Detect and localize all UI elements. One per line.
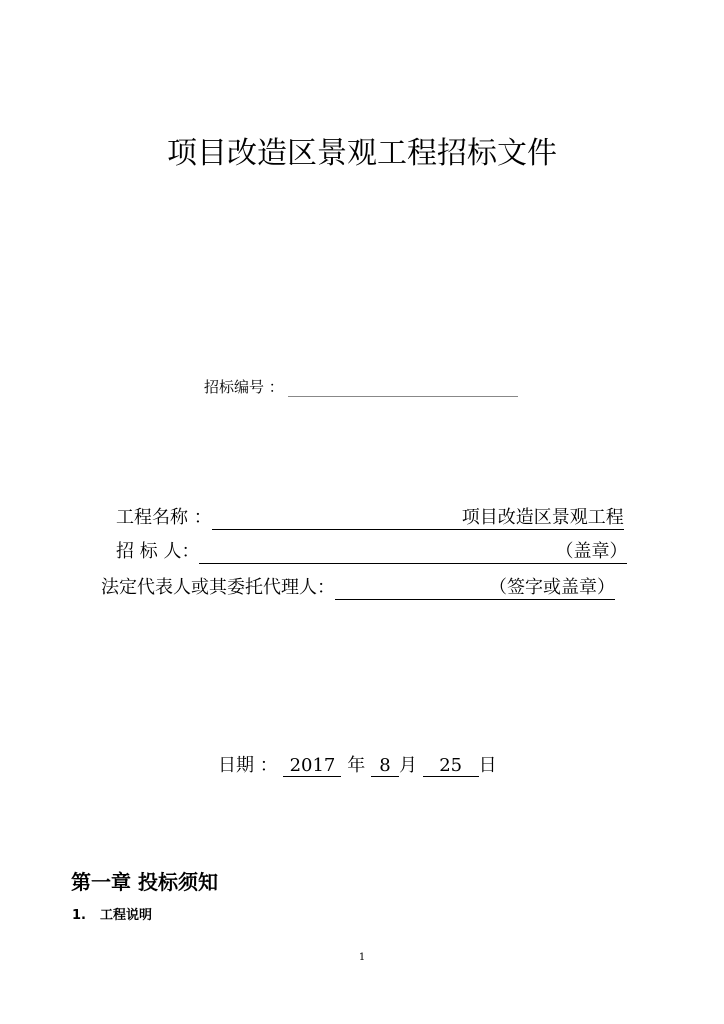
date-day-unit: 日: [478, 755, 497, 776]
chapter-heading: 第一章 投标须知: [71, 870, 218, 894]
tender-number-field: [204, 376, 518, 397]
bidder-row: [116, 537, 627, 564]
tender-number-blank: [288, 382, 518, 397]
date-year: 2017: [283, 755, 341, 777]
section-number: 1.: [72, 908, 86, 923]
date-label: 日期 ：: [218, 755, 278, 776]
project-name-value: 项目改造区景观工程: [212, 503, 624, 530]
bidder-seal: （盖章）: [199, 537, 627, 564]
tender-number-label: 招标编号 ：: [204, 378, 284, 396]
page-number: 1: [358, 952, 366, 963]
project-name-label: 工程名称 ：: [116, 507, 212, 528]
representative-label: 法定代表人或其委托代理人：: [101, 577, 335, 598]
document-title: 项目改造区景观工程招标文件: [167, 136, 557, 171]
project-name-row: [116, 503, 624, 530]
date-month: 8: [371, 755, 399, 777]
bidder-label: 招 标 人：: [116, 541, 200, 562]
date-month-unit: 月: [398, 755, 417, 776]
date-row: [218, 751, 497, 777]
section-heading: [72, 904, 152, 923]
representative-row: [101, 573, 615, 600]
date-day: 25: [423, 755, 479, 777]
representative-signature: （签字或盖章）: [335, 573, 615, 600]
date-year-unit: 年: [347, 755, 366, 776]
section-title: 工程说明: [100, 908, 153, 923]
